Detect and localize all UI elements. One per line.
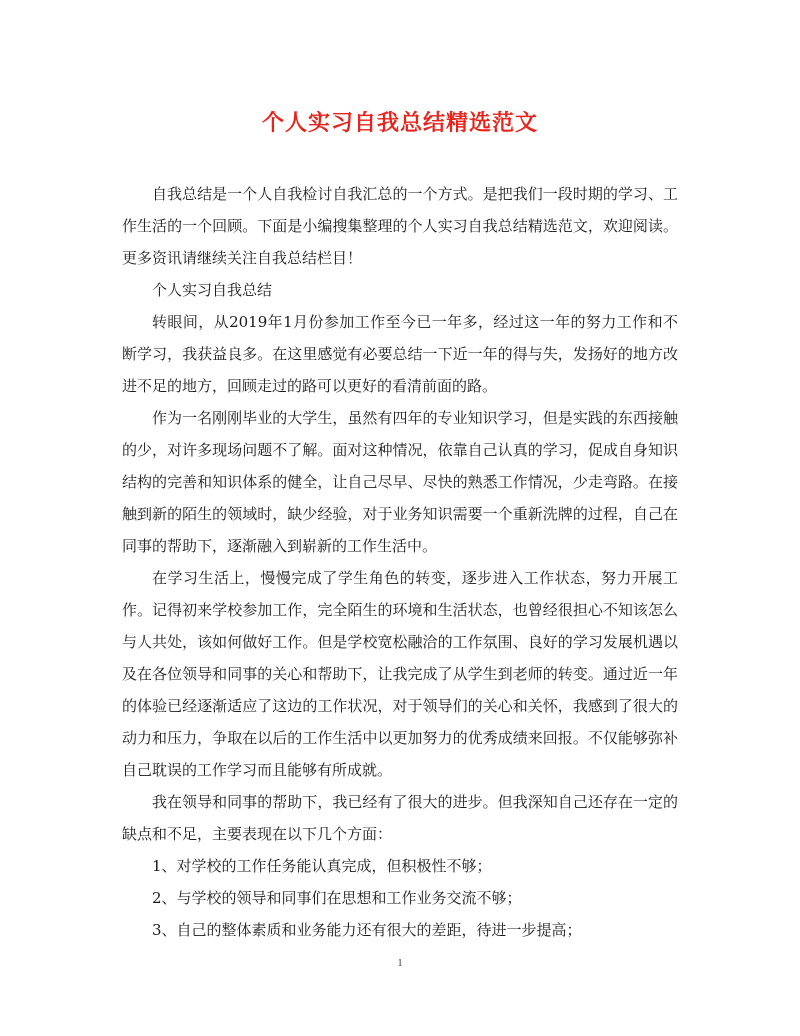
body-paragraph: 我在领导和同事的帮助下，我已经有了很大的进步。但我深知自己还存在一定的缺点和不足，主要表现在以下几个方面： [122, 793, 678, 843]
body-paragraph: 作为一名刚刚毕业的大学生，虽然有四年的专业知识学习，但是实践的东西接触的少，对许多现场问题不了解。面对这种情况，依靠自己认真的学习，促成自身知识结构的完善和知识体系的健全，让自己尽早、尽快的熟悉工作情况，少走弯路。在接触到新的陌生的领域时，缺少经验，对于业务知识需要一个重新洗牌的过程，自己在同事的帮助下，逐渐融入到崭新的工作生活中。 [122, 409, 678, 555]
intro-paragraph: 自我总结是一个人自我检讨自我汇总的一个方式。是把我们一段时期的学习、工作生活的一个回顾。下面是小编搜集整理的个人实习自我总结精选范文，欢迎阅读。更多资讯请继续关注自我总结栏目！ [122, 185, 678, 267]
document-title: 个人实习自我总结精选范文 [261, 110, 538, 136]
section-heading: 个人实习自我总结 [152, 281, 273, 299]
document-body [122, 178, 678, 946]
body-paragraph: 转眼间，从2019年1月份参加工作至今已一年多，经过这一年的努力工作和不断学习，我获益良多。在这里感觉有必要总结一下近一年的得与失，发扬好的地方改进不足的地方，回顾走过的路可以更好的看清前面的路。 [122, 313, 678, 395]
list-item: 3、自己的整体素质和业务能力还有很大的差距，待进一步提高； [152, 921, 582, 939]
list-item: 1、对学校的工作任务能认真完成，但积极性不够； [152, 857, 492, 875]
list-item: 2、与学校的领导和同事们在思想和工作业务交流不够； [152, 889, 522, 907]
body-paragraph: 在学习生活上，慢慢完成了学生角色的转变，逐步进入工作状态，努力开展工作。记得初来学校参加工作，完全陌生的环境和生活状态，也曾经很担心不知该怎么与人共处，该如何做好工作。但是学校宽松融洽的工作氛围、良好的学习发展机遇以及在各位领导和同事的关心和帮助下，让我完成了从学生到老师的转变。通过近一年的体验已经逐渐适应了这边的工作状况，对于领导们的关心和关怀，我感到了很大的动力和压力，争取在以后的工作生活中以更加努力的优秀成绩来回报。不仅能够弥补自己耽误的工作学习而且能够有所成就。 [122, 569, 678, 779]
page-number: 1 [397, 958, 403, 969]
